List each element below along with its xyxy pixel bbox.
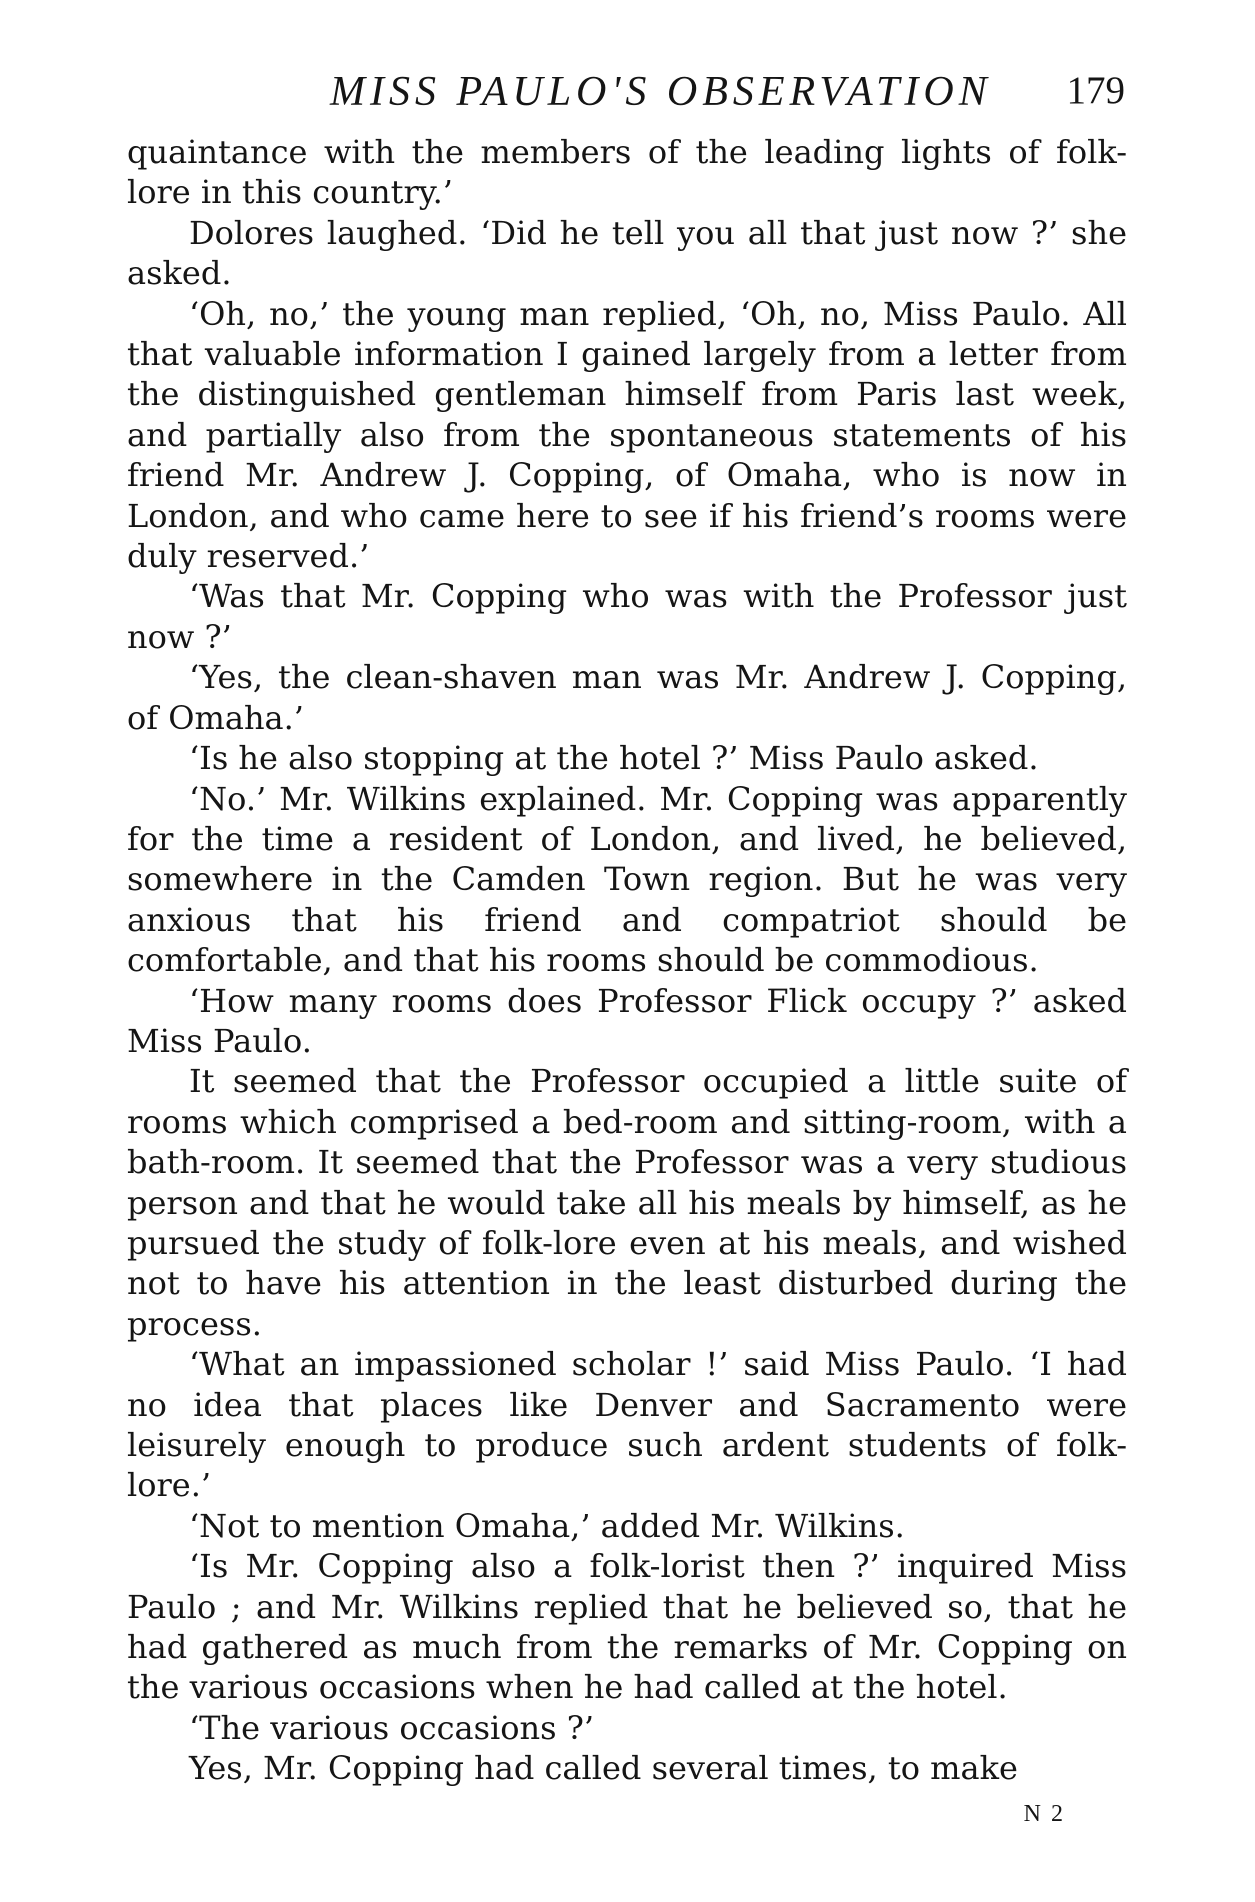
paragraph: It seemed that the Professor occupied a little suite of rooms which comprised a bed-room and sitting-room, with a bath-room. It seemed that the Professor was a very studious person and that he would take all his meals by himself, as he pursued the study of folk-lore even at his meals, and wished not to have his attention in the least disturbed during the process. [127, 1062, 1127, 1343]
paragraph: ‘What an impassioned scholar !’ said Miss Paulo. ‘I had no idea that places like Denver and Sacramento were leisurely enough to produce such ardent students of folk-lore.’ [127, 1345, 1127, 1505]
page-number: 179 [1066, 69, 1125, 112]
paragraph: Yes, Mr. Copping had called several times, to make [189, 1749, 1018, 1788]
body-text [127, 132, 1127, 1789]
paragraph: ‘No.’ Mr. Wilkins explained. Mr. Copping was apparently for the time a resident of London, and lived, he believed, somewhere in the Camden Town region. But he was very anxious that his friend and compatriot should be comfortable, and that his rooms should be commodious. [127, 779, 1127, 980]
paragraph: ‘How many rooms does Professor Flick occupy ?’ asked Miss Paulo. [127, 981, 1127, 1060]
running-title: MISS PAULO'S OBSERVATION [330, 69, 992, 115]
paragraph: ‘Is he also stopping at the hotel ?’ Miss Paulo asked. [189, 739, 1039, 778]
paragraph: ‘Not to mention Omaha,’ added Mr. Wilkins. [189, 1506, 905, 1545]
running-head [0, 68, 1255, 118]
paragraph: ‘Yes, the clean-shaven man was Mr. Andrew J. Copping, of Omaha.’ [127, 658, 1127, 737]
paragraph: quaintance with the members of the leading lights of folk-lore in this country.’ [127, 133, 1127, 212]
paragraph: Dolores laughed. ‘Did he tell you all that just now ?’ she asked. [127, 213, 1127, 293]
paragraph: ‘Is Mr. Copping also a folk-lorist then ?’ inquired Miss Paulo ; and Mr. Wilkins replied that he believed so, that he had gathered as much from the remarks of Mr. Copping on the various occasions when he had called at the hotel. [127, 1547, 1127, 1707]
signature-mark: N 2 [1023, 1801, 1065, 1827]
paragraph: ‘Was that Mr. Copping who was with the Professor just now ?’ [127, 577, 1127, 656]
paragraph: ‘The various occasions ?’ [189, 1708, 595, 1747]
paragraph: ‘Oh, no,’ the young man replied, ‘Oh, no, Miss Paulo. All that valuable information I gained largely from a letter from the distinguished gentleman himself from Paris last week, and partially also from the spontaneous statements of his friend Mr. Andrew J. Copping, of Omaha, who is now in London, and who came here to see if his friend’s rooms were duly reserved.’ [127, 294, 1127, 576]
